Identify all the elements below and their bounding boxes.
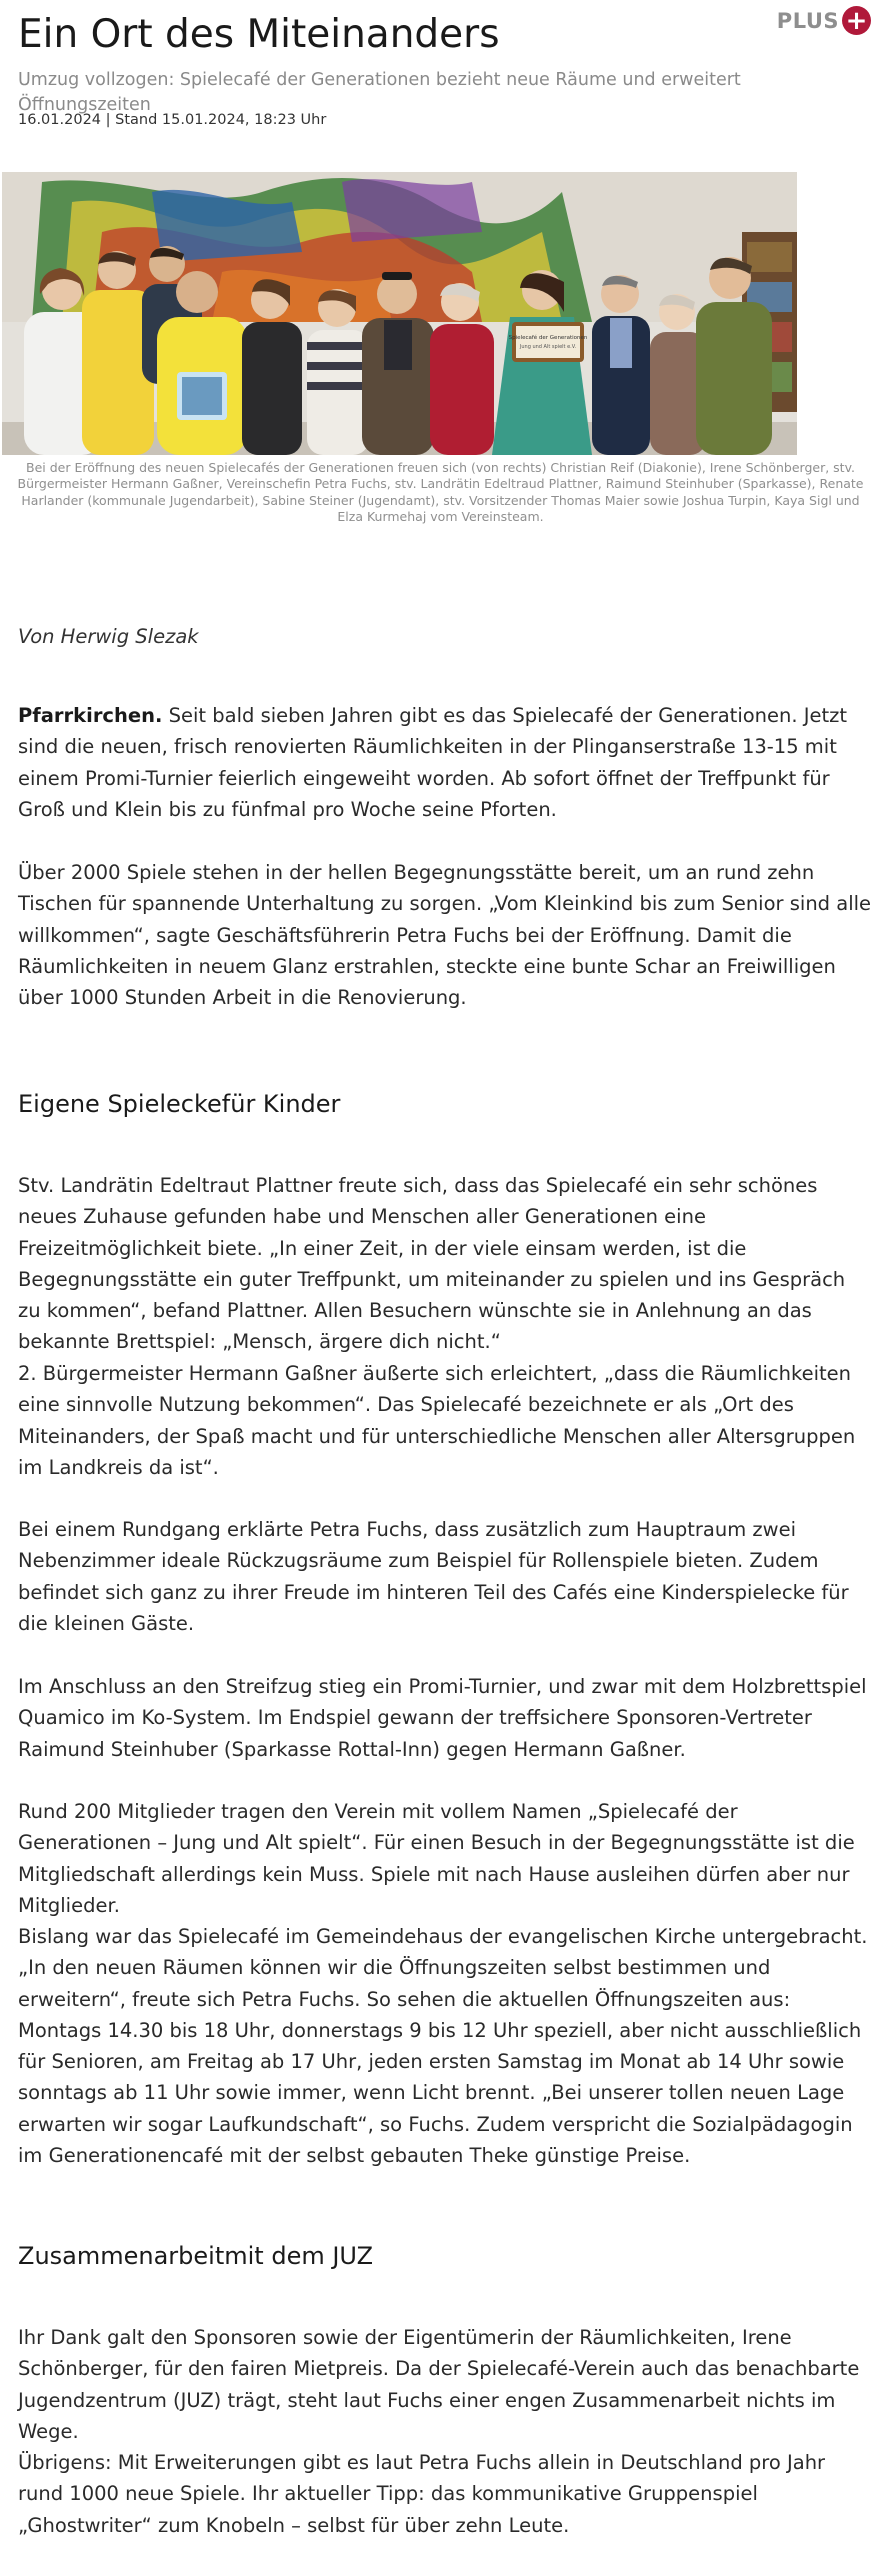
paragraph-6: Im Anschluss an den Streifzug stieg ein Promi-Turnier, und zwar mit dem Holzbrettspiel Quamico im Ko-System. Im Endspiel gewann der treffsichere Sponsoren-Vertreter Raimund Steinhuber (Sparkasse Rottal-Inn) gegen Hermann Gaßner. — [18, 1675, 867, 1761]
paragraph-3: Stv. Landrätin Edeltraut Plattner freute sich, dass das Spielecafé ein sehr schönes neues Zuhause gefunden habe und Menschen aller Generationen eine Freizeitmöglichkeit biete. „In einer Zeit, in der viele einsam werden, ist die Begegnungsstätte ein guter Treffpunkt, um miteinander zu spielen und ins Gespräch zu kommen“, befand Plattner. Allen Besuchern wünschte sie in Anlehnung an das bekannte Brettspiel: „Mensch, ärgere dich nicht.“ — [18, 1174, 846, 1354]
paragraph-1-text: Seit bald sieben Jahren gibt es das Spielecafé der Generationen. Jetzt sind die neuen, frisch renovierten Räumlichkeiten in der Plinganserstraße 13-15 mit einem Promi-Turnier feierlich eingeweiht worden. Ab sofort öffnet der Treffpunkt für Groß und Klein bis zu fünfmal pro Woche seine Pforten. — [18, 704, 848, 821]
article-dateline: 16.01.2024 | Stand 15.01.2024, 18:23 Uhr — [18, 112, 327, 128]
paragraph-5: Bei einem Rundgang erklärte Petra Fuchs, dass zusätzlich zum Hauptraum zwei Nebenzimmer ideale Rückzugsräume zum Beispiel für Rollenspiele bieten. Zudem befindet sich ganz zu ihrer Freude im hinteren Teil des Cafés eine Kinderspielecke für die kleinen Gäste. — [18, 1518, 849, 1635]
paragraph-2: Über 2000 Spiele stehen in der hellen Begegnungsstätte bereit, um an rund zehn Tischen für spannende Unterhaltung zu sorgen. „Vom Kleinkind bis zum Senior sind alle willkommen“, sagte Geschäftsführerin Petra Fuchs bei der Eröffnung. Damit die Räumlichkeiten in neuem Glanz erstrahlen, steckte eine bunte Schar an Freiwilligen über 1000 Stunden Arbeit in die Renovierung. — [18, 861, 872, 1010]
paragraph-4: 2. Bürgermeister Hermann Gaßner äußerte sich erleichtert, „dass die Räumlichkeiten eine sinnvolle Nutzung bekommen“. Das Spielecafé bezeichnete er als „Ort des Miteinanders, der Spaß macht und für unterschiedliche Menschen aller Altersgruppen im Landkreis da ist“. — [18, 1362, 856, 1479]
photo-caption: Bei der Eröffnung des neuen Spielecafés der Generationen freuen sich (von rechts) Christian Reif (Diakonie), Irene Schönberger, stv. Bürgermeister Hermann Gaßner, Vereinschefin Petra Fuchs, stv. Landrätin Edeltraud Plattner, Raimund Steinhuber (Sparkasse), Renate Harlander (kommunale Jugendarbeit), Sabine Steiner (Jugendamt), stv. Vorsitzender Thomas Maier sowie Joshua Turpin, Kaya Sigl und Elza Kurmehaj vom Vereinsteam. — [17, 460, 864, 524]
paragraph-1 — [18, 700, 873, 825]
section-heading-1: Eigene Spieleckefür Kinder — [18, 1090, 341, 1118]
paragraph-10: Übrigens: Mit Erweiterungen gibt es laut Petra Fuchs allein in Deutschland pro Jahr rund 1000 neue Spiele. Ihr aktueller Tipp: das kommunikative Gruppenspiel „Ghostwriter“ zum Knobeln – selbst für über zehn Leute. — [18, 2451, 826, 2537]
article-subline: Umzug vollzogen: Spielecafé der Generationen bezieht neue Räume und erweitert Öffnungszeiten — [18, 70, 741, 115]
dateline-location: Pfarrkirchen. — [18, 704, 163, 727]
article-headline: Ein Ort des Miteinanders — [18, 12, 500, 57]
plus-badge[interactable] — [777, 6, 871, 35]
sign-line-1: Spielecafé der Generationen — [508, 335, 588, 341]
paragraph-9: Ihr Dank galt den Sponsoren sowie der Eigentümerin der Räumlichkeiten, Irene Schönberger, für den fairen Mietpreis. Da der Spielecafé-Verein auch das benachbarte Jugendzentrum (JUZ) trägt, steht laut Fuchs einer engen Zusammenarbeit nichts im Wege. — [18, 2326, 860, 2443]
article-author: Von Herwig Slezak — [18, 625, 199, 648]
plus-badge-label: PLUS — [776, 8, 839, 33]
paragraph-7: Rund 200 Mitglieder tragen den Verein mit vollem Namen „Spielecafé der Generationen – Jung und Alt spielt“. Für einen Besuch in der Begegnungsstätte ist die Mitgliedschaft allerdings kein Muss. Spiele mit nach Hause ausleihen dürfen aber nur Mitglieder. — [18, 1800, 855, 1917]
paragraph-8: Bislang war das Spielecafé im Gemeindehaus der evangelischen Kirche untergebracht. „In den neuen Räumen können wir die Öffnungszeiten selbst bestimmen und erweitern“, freute sich Petra Fuchs. So sehen die aktuellen Öffnungszeiten aus: Montags 14.30 bis 18 Uhr, donnerstags 9 bis 12 Uhr speziell, aber nicht ausschließlich für Senioren, am Freitag ab 17 Uhr, jeden ersten Samstag im Monat ab 14 Uhr sowie sonntags ab 11 Uhr sowie immer, wenn Licht brennt. „Bei unserer tollen neuen Lage erwarten wir sogar Laufkundschaft“, so Fuchs. Zudem verspricht die Sozialpädagogin im Generationencafé mit der selbst gebauten Theke günstige Preise. — [18, 1925, 868, 2168]
section-heading-2: Zusammenarbeitmit dem JUZ — [18, 2242, 374, 2270]
article-photo[interactable] — [2, 172, 797, 455]
plus-icon: + — [842, 6, 871, 35]
sign-line-2: Jung und Alt spielt e.V. — [519, 344, 577, 350]
